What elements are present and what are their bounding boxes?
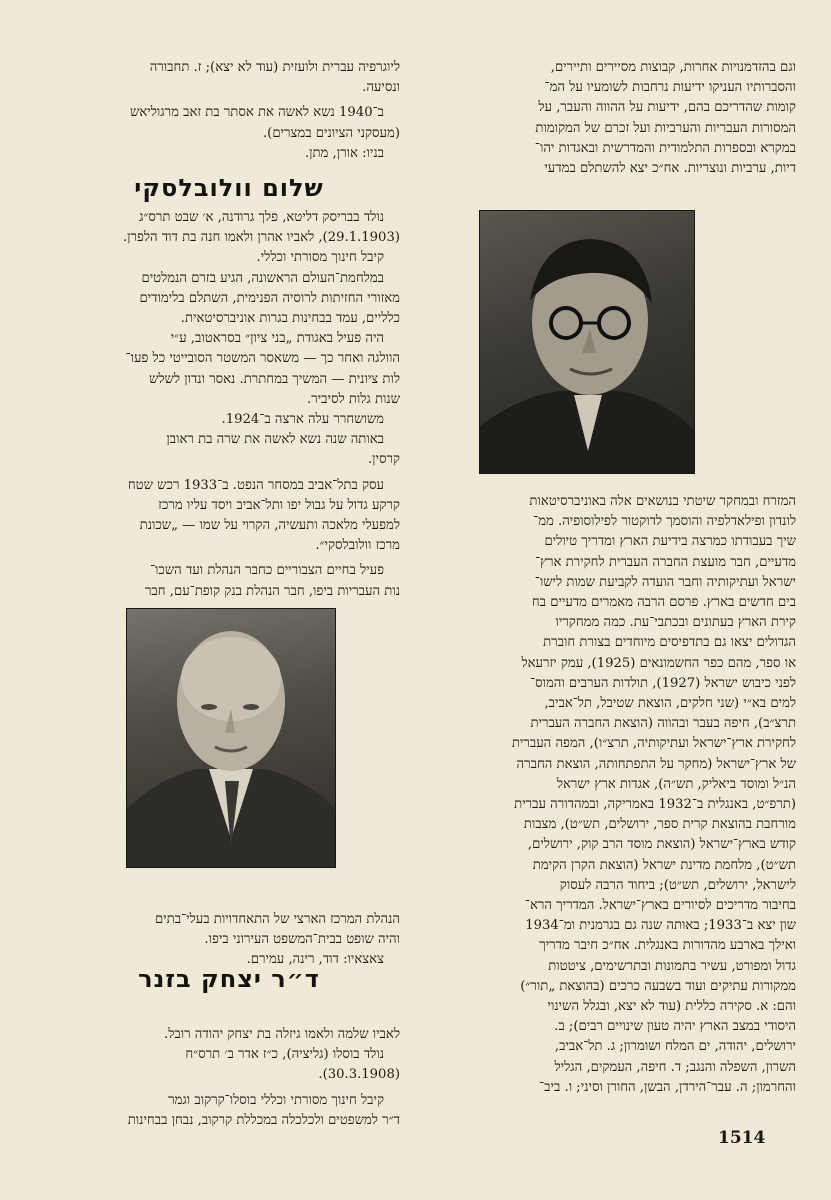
text-line: מדעיים, חבר מועצת החברה העברית לחקירת ארץ־ (535, 554, 796, 570)
text-line: לונדון ופילאדלפיה והוסמך לדוקטור לפילוסופיה. ממ־ (533, 514, 796, 530)
text-line: קודש בארץ־ישראל (הוצאת מוסד הרב קוק, ירושלים, (527, 837, 796, 853)
text-line: קיבל חינוך מסורתי וכללי בוסלו־קרקוב וגמר (168, 1092, 384, 1108)
text-line: תש״ט), מלחמת מדינת ישראל (הוצאת הקרן הקימת (532, 857, 796, 873)
text-line: מאזורי החזיתות לרוסיה הפנימית, השתלם בלימודים (139, 290, 400, 306)
text-line: לות ציונית — המשיך במחתרת. נאסר ונדון לשלש (149, 371, 400, 387)
text-line: קירת הארץ בעתונים ובכתבי־עת. כמה ממחקריו (555, 615, 796, 631)
portrait-photo-vilnay (479, 210, 695, 474)
text-line: ד״ר למשפטים ולכלכלה במכללת קרקוב, נבחן בבחינות (127, 1112, 400, 1128)
left-column-mid-text (58, 910, 400, 971)
text-line: הנהלת המרכז הארצי של התאחדויות בעלי־בתים (155, 912, 400, 927)
text-line: צאצאיו: דוד, רינה, עמירם. (246, 952, 384, 968)
text-line: בים חדשים בארץ. פרסם הרבה מאמרים מדעיים בח (531, 595, 796, 611)
text-line: (30.3.1908). (318, 1067, 400, 1083)
text-line: קומות שהדריכם בהם, ידיעות על ההווה והעבר, על (538, 100, 796, 116)
text-line: קרקע גדול על גבול יפו ותל־אביב ויסד עליו מרכז (158, 497, 400, 513)
page-number: 1514 (718, 1128, 766, 1148)
text-line: למפעלי מלאכה ותעשיה, הקרוי על שמו — „שכונת (139, 518, 400, 534)
text-line: נות העבריות ביפו, חבר הנהלת בנק קופת־עם, חבר (144, 583, 400, 599)
text-line: באותה שנה נשא לאשה את שרה בת ראובן (166, 432, 384, 448)
text-line: מרכז וולובלסקי״. (315, 538, 400, 554)
text-line: ב־1940 נשא לאשה את אסתר בת זאב מרגוליאש (130, 105, 384, 121)
left-column-bottom-text (58, 1025, 400, 1131)
text-line: היה פעיל באגודת „בני ציון״ בסראטוב, ע״י (170, 331, 384, 347)
left-column-top-text (58, 58, 400, 164)
text-line: כלליים, עמד בבחינות בגרות אוניברסיטאית. (180, 311, 400, 327)
text-line: פעיל בחיים הצבוריים כחבר הנהלת ועד השכו־ (149, 563, 384, 579)
text-line: ליוגרפיה עברית ולועזית (עוד לא יצא); ז. תחבורה (149, 60, 400, 75)
text-line: והחרמון; ה. עבר־הירדן, הבשן, החורן וסיני; ו. ביב־ (539, 1079, 796, 1095)
text-line: לישראל, ירושלים, תש״ט); ביחוד הרבה לעסוק (559, 877, 796, 893)
text-line: קרסין. (367, 452, 400, 468)
text-line: לאביו שלמה ולאמו גיזלה בת יצחק יהודה רובל. (164, 1027, 400, 1042)
text-line: ואילך בארבע מהדורות באנגלית. אח״כ חיבר מדריך (539, 938, 796, 954)
text-line: הגדולים יצאו גם בתדפיסים מיוחדים בצורת חוברת (543, 635, 796, 651)
text-line: והיה שופט בבית־המשפט העירוני ביפו. (204, 932, 400, 948)
text-line: המסורות העבריות והערביות ועל זכרם של המקומות (535, 120, 796, 136)
text-line: המזרח ובמחקר שיטתי בנושאים אלה באוניברסיטאות (529, 494, 796, 509)
text-line: שנות גלות לסיביר. (307, 391, 400, 407)
text-line: לחקירת ארץ־ישראל ועתיקותיה, תרצ״ו), המפה העברית (511, 736, 796, 752)
text-line: נולד בוסלו (גליציה), כ״ז אדר ב׳ תרס״ח (185, 1047, 384, 1063)
text-line: הנ״ל ומוסד ביאליק, תש״ה), אגדות ארץ ישראל (556, 776, 796, 792)
portrait-illustration (480, 211, 694, 473)
text-line: והם: א. סקירה כללית (עוד לא יצא, ובגלל השינוי (547, 999, 796, 1015)
text-line: הוולגה ואחר כך — משאסר המשטר הסובייטי כל פעו־ (125, 351, 400, 367)
text-line: עסק בתל־אביב במסחר הנפט. ב־1933 רכש שטח (127, 477, 384, 493)
text-line: בניו: אורן, מתן. (304, 145, 384, 161)
text-line: ממקורות עתיקים ועוד בשבעה כרכים (בהוצאת „תור״) (520, 978, 796, 994)
text-line: של ארץ־ישראל (מחקר על התפתחותה, הוצאת החברה (516, 756, 796, 772)
text-line: דיות, ערביות ונוצריות. אח״כ יצא להשתלם במדעי (544, 161, 796, 177)
text-line: במלחמת־העולם הראשונה, הגיע בזרם הנמלטים (141, 270, 384, 286)
left-column-biography-text (58, 208, 400, 602)
text-line: שיך בעבודתו כמרצה בידיעת הארץ ומדריך טיולים (544, 534, 796, 550)
text-line: ונסיעה. (362, 80, 400, 96)
text-line: לפני כיבוש ישראל (1927), תולדות הערבים והמוס־ (530, 675, 796, 691)
text-line: למים בא״י (שני חלקים, הוצאת שטיבל, תל־אביב, (544, 696, 796, 712)
text-line: משושחרר עלה ארצה ב־1924. (221, 412, 384, 428)
text-line: בחיבור מדריכים לסיורים בארץ־ישראל. המדריך הרא־ (524, 898, 796, 914)
portrait-illustration (127, 609, 335, 867)
biography-heading-besner: ד״ר יצחק בזנר (138, 965, 320, 993)
right-column-bottom-text (418, 492, 796, 1098)
portrait-photo-wolowelsky (126, 608, 336, 868)
text-line: (29.1.1903), לאביו אהרן ולאמו חנה בת דוד הלפרן. (122, 230, 400, 246)
text-line: והסברותיו העניקו ידיעות נרחבות לשומעיו על המ־ (544, 80, 796, 96)
text-line: מורחבת בהוצאת קרית ספר, ירושלים, תש״ט), מצבות (523, 817, 796, 833)
text-line: ירושלים, יהודה, ים המלח ושומרון; ג. תל־אביב, (554, 1039, 796, 1055)
text-line: גדול ומפורט, עשיר בתמונות ובתרשימים, ציטטות (548, 958, 796, 974)
text-line: השרון, השפלה והנגב; ד. חיפה, העמקים, הגליל (554, 1059, 796, 1075)
text-line: במקרא ובספרות התלמודית והמדרשית ובאגדות יהו־ (534, 140, 796, 156)
text-line: קיבל חינוך מסורתי וכללי. (256, 250, 384, 266)
right-column-top-text (418, 58, 796, 179)
text-line: (מעסקני הציונים במצרים). (262, 125, 400, 141)
text-line: תרצ״ב), חיפה בעבר ובהווה (הוצאת החברה העברית (530, 716, 796, 732)
text-line: (תרפ״ט, באנגלית ב־1932 באמריקה, ובמהדורה עברית (514, 797, 796, 813)
text-line: וגם בהזדמנויות אחרות, קבוצות מסיירים ותיירים, (550, 60, 796, 75)
text-line: או ספר, מהם כפר החשמונאים (1925), עמק יזרעאל (521, 655, 796, 671)
text-line: שון יצא ב־1933; באותה שנה גם בגרמנית ומ־1934 (525, 918, 796, 934)
text-line: ישראל ועתיקותיה וחבר הועדה לקביעת שמות לישו־ (534, 574, 796, 590)
text-line: היסודי במצב הארץ יהיה טעון שינויים רבים); ב. (554, 1019, 796, 1035)
text-line: נולד בבריסק דליטא, פלך גרודנה, א׳ שבט תרס״ג (139, 210, 384, 225)
biography-heading-wolowelsky: שלום וולובלסקי (134, 174, 324, 202)
